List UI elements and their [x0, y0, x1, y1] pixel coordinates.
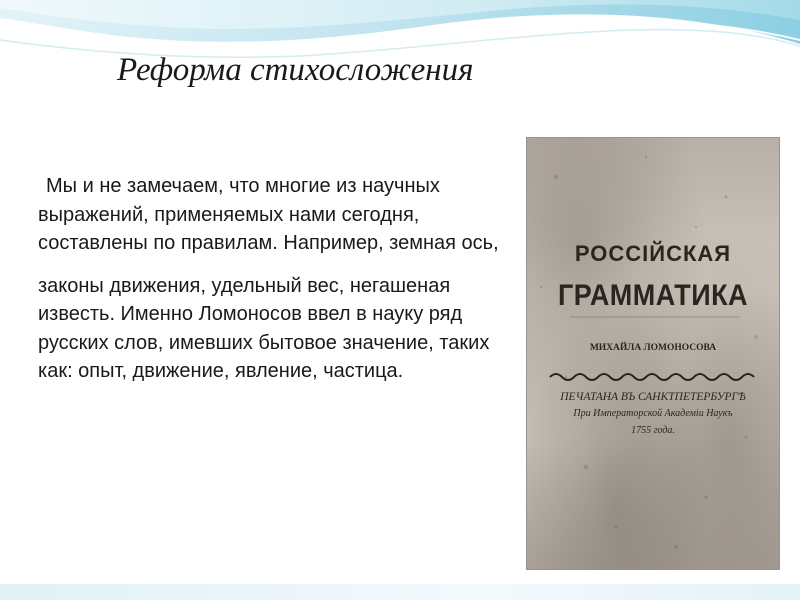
paragraph-2: законы движения, удельный вес, негашеная известь. Именно Ломоносов ввел в науку ряд русских слов, имевших бытовое значение, таких как: опыт, движение, явление, частица.	[38, 274, 490, 382]
book-cover-image	[526, 137, 780, 570]
footer-band-decoration	[0, 584, 800, 600]
slide-title: Реформа стихосложения	[117, 52, 474, 88]
cover-line-1: РОССІЙСКАЯ	[574, 241, 732, 266]
cover-line-3: МИХАЙЛА ЛОМОНОСОВА	[589, 343, 717, 353]
ornament-divider	[550, 374, 754, 380]
cover-line-6: 1755 года.	[631, 425, 675, 436]
slide-body-text	[38, 172, 518, 386]
cover-line-2: ГРАММАТИКА	[558, 279, 748, 312]
cover-line-5: При Императорской Академіи Наукъ	[573, 408, 733, 419]
paragraph-1: Мы и не замечаем, что многие из научных выражений, применяемых нами сегодня, составлены по правилам. Например, земная ось,	[38, 175, 499, 254]
book-cover-texture	[526, 137, 780, 570]
cover-line-4: ПЕЧАТАНА ВЪ САНКТПЕТЕРБУРГѢ	[560, 391, 746, 403]
